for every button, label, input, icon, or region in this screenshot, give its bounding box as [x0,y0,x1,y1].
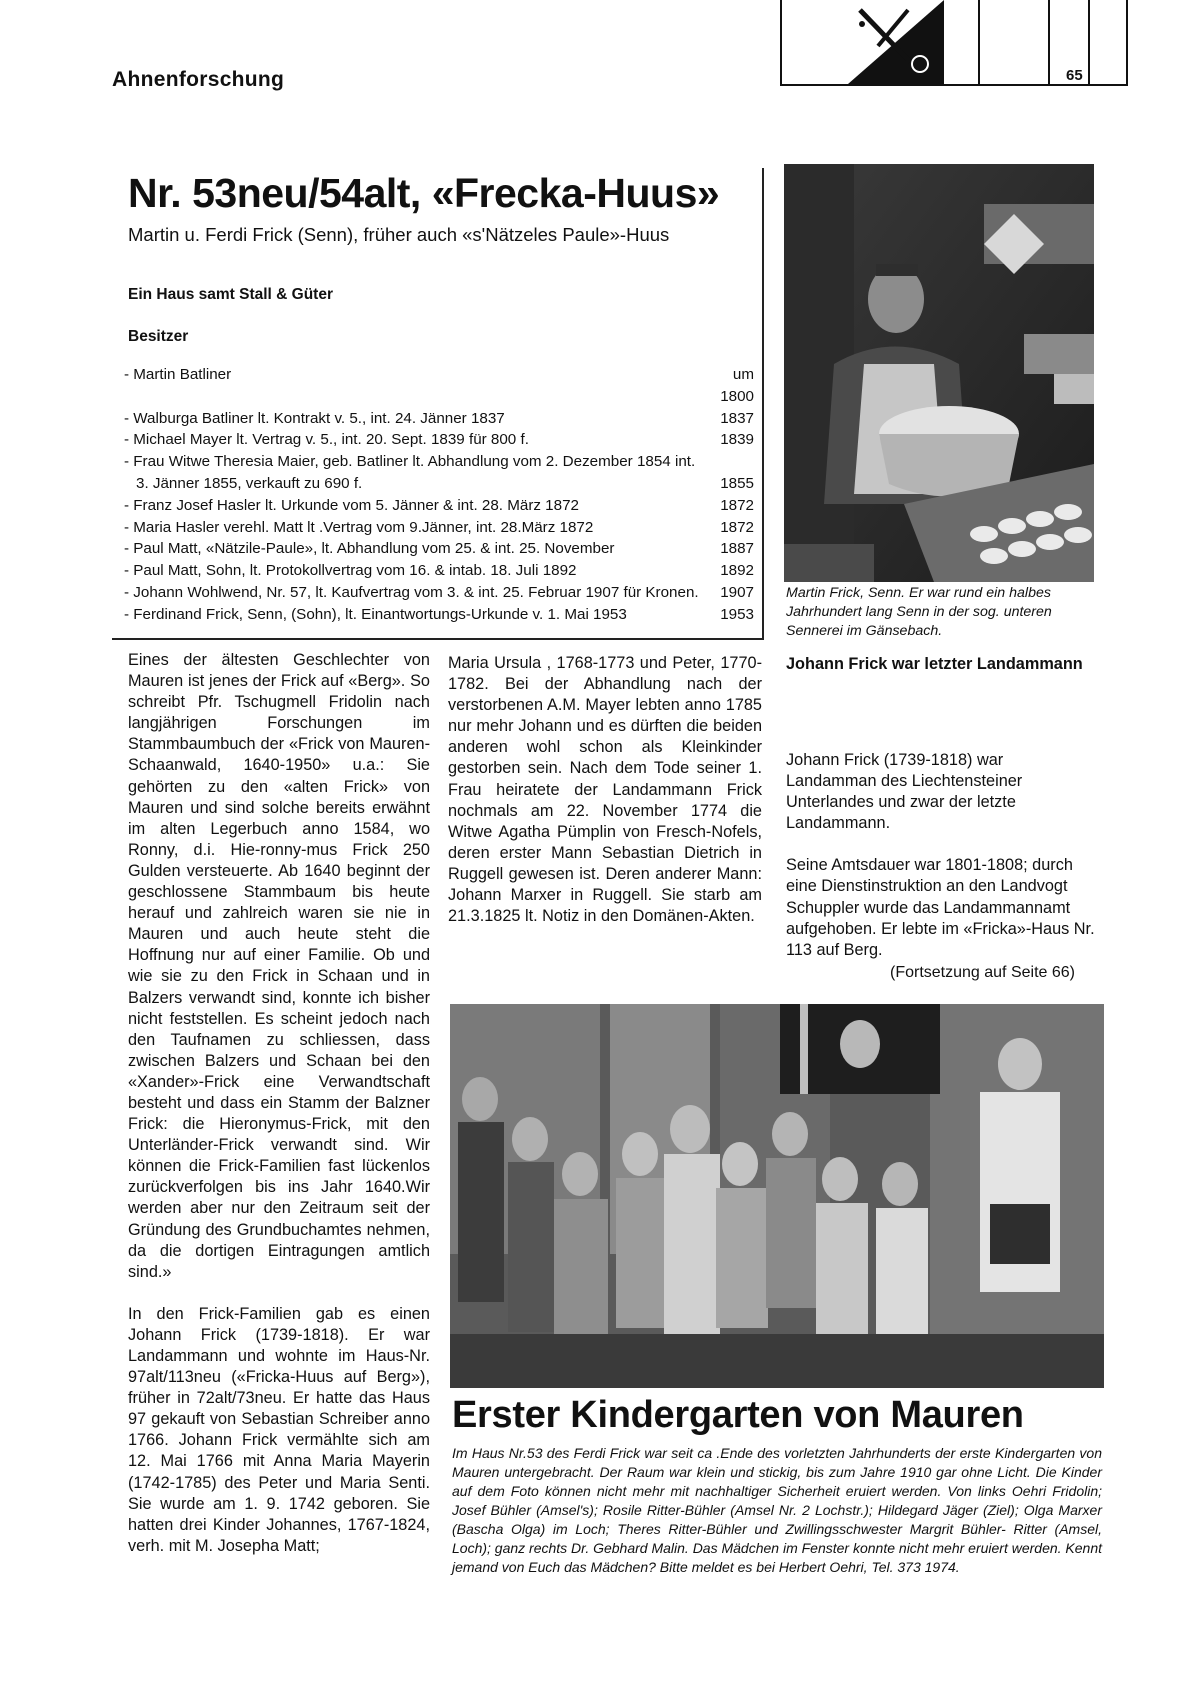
owner-row [124,604,754,626]
paragraph: Seine Amtsdauer war 1801-1808; durch eine Dienstinstruktion an den Landvogt Schuppler wurde das Landammannamt aufgehoben. Er lebte im «Fricka»-Haus Nr. 113 auf Berg. [786,856,1095,959]
owner-row [124,429,754,451]
continued-note: (Fortsetzung auf Seite 66) [890,964,1075,981]
photo-senn-caption: Martin Frick, Senn. Er war rund ein halbes Jahrhundert lang Senn in der sog. unteren Sennerei im Gänsebach. [786,585,1052,639]
owner-year: 1887 [720,540,754,558]
owner-text: - Ferdinand Frick, Senn, (Sohn), lt. Einantwortungs-Urkunde v. 1. Mai 1953 [124,605,627,623]
article-column-2 [448,653,762,927]
owner-row [124,364,754,408]
owner-row [124,538,754,560]
owner-text: - Frau Witwe Theresia Maier, geb. Batliner lt. Abhandlung vom 2. Dezember 1854 int. 3. Jänner 1855, verkauft zu 690 f. [124,453,696,492]
owner-text: - Michael Mayer lt. Vertrag v. 5., int. 20. Sept. 1839 für 800 f. [124,431,529,449]
owner-text: - Paul Matt, Sohn, lt. Protokollvertrag vom 16. & intab. 18. Juli 1892 [124,562,577,580]
title-box [112,168,764,640]
paragraph: Eines der ältesten Geschlechter von Mauren ist jenes der Frick auf «Berg». So schreibt Pfr. Tschugmell Fridolin nach langjährigen Forschungen im Stammbaumbuch der «Frick von Mauren-Schaanwald, 1640-1950» u.a.: Sie gehörten zu den «alten Frick» von Mauren und sind solche bereits erwähnt im alten Legerbuch anno 1584, wo Ronny, d.i. Hie-ronny-mus Frick 250 Gulden versteuerte. Ab 1640 beginnt der geschlossene Stammbaum bis heute herauf und zahlreich waren sie nie in Mauren und auch heute steht die Hoffnung nur auf einer Familie. Ob und wie sie zu den Frick in Schaan und in Balzers verwandt sind, konnte ich bisher nicht feststellen. Es scheint jedoch nach den Taufnamen zu schliessen, dass zwischen Balzers und Schaan bei den «Xander»-Frick eine Verwandtschaft besteht und dass ein Stamm der Balzner Frick: die Hieronymus-Frick, mit den Unterländer-Frick verwandt sind. Wir können die Frick-Familien fast lückenlos zurückverfolgen bis ins Jahr 1640.Wir werden aber nur den Zeitraum seit der Gründung des Grundbuchamtes nehmen, da die dortigen Eintragungen amtlich sind.» [128,651,430,1281]
kindergarten-title: Erster Kindergarten von Mauren [452,1394,1024,1436]
owner-text: - Paul Matt, «Nätzile-Paule», lt. Abhandlung vom 25. & int. 25. November [124,540,615,558]
owner-year: 1837 [720,409,754,427]
house-description: Ein Haus samt Stall & Güter [128,286,333,303]
owner-year: 1872 [720,518,754,536]
kindergarten-caption: Im Haus Nr.53 des Ferdi Frick war seit ca .Ende des vorletzten Jahrhunderts der erste Kindergarten von Mauren untergebracht. Der Raum war klein und stickig, bis zum Jahre 1910 gar ohne Licht. Die Kinder auf dem Foto können nicht mehr mit nachhaltiger Sicherheit eruiert werden. Von links Oehri Fridolin; Josef Bühler (Amsel's); Rosile Ritter-Bühler (Amsel Nr. 2 Lochstr.); Hildegard Jäger (Ziel); Olga Marxer (Bascha Olga) im Loch; Theres Ritter-Bühler und Zwillingsschwester Margrit Bühler- Ritter (Amsel, Loch); ganz rechts Dr. Gebhard Malin. Das Mädchen im Fenster konnte nicht mehr eruiert werden. Kennt jemand von Euch das Mädchen? Bitte meldet es bei Herbert Oehri, Tel. 373 1974. [452,1445,1103,1575]
page-number: 65 [1066,67,1083,84]
owner-row [124,495,754,517]
municipal-emblem-icon [848,0,944,84]
photo-senn-with-cheese-tub [784,164,1094,582]
owner-year: 1892 [720,562,754,580]
article-subtitle: Martin u. Ferdi Frick (Senn), früher auch «s'Nätzeles Paule»-Huus [128,224,670,245]
owner-text: - Martin Batliner [124,366,232,383]
section-title: Ahnenforschung [112,68,285,91]
owner-row [124,451,754,495]
owner-year: 1953 [720,605,754,623]
paragraph: Maria Ursula , 1768-1773 und Peter, 1770-1782. Bei der Abhandlung nach der verstorbenen A.M. Mayer lebten anno 1785 nur mehr Johann und es dürften die beiden anderen wohl schon als Kleinkinder gestorben sein. Nach dem Tode seiner 1. Frau heiratete der Landammann Frick nochmals am 22. November 1774 die Witwe Agatha Pümplin von Fresch-Nofels, deren erster Mann Sebastian Dietrich in Ruggell gewesen ist. Deren anderer Mann: Johann Marxer in Ruggell. Sie starb am 21.3.1825 lt. Notiz in den Domänen-Akten. [448,654,762,926]
owner-text: - Franz Josef Hasler lt. Urkunde vom 5. Jänner & int. 28. März 1872 [124,496,579,514]
owner-row [124,582,754,604]
owner-row [124,560,754,582]
owners-list [124,364,754,626]
article-title: Nr. 53neu/54alt, «Frecka-Huus» [128,170,720,216]
owner-year: 1872 [720,496,754,514]
article-column-3 [786,750,1096,961]
owner-row [124,517,754,539]
owner-row [124,408,754,430]
paragraph: Johann Frick (1739-1818) war Landamman des Liechtensteiner Unterlandes und zwar der letzte Landammann. [786,751,1023,833]
owner-text: - Maria Hasler verehl. Matt lt .Vertrag vom 9.Jänner, int. 28.März 1872 [124,518,594,536]
owner-year: 1907 [720,583,754,601]
owner-text: - Johann Wohlwend, Nr. 57, lt. Kaufvertrag vom 3. & int. 25. Februar 1907 für Kronen. [124,583,699,601]
owner-year: 1855 [720,474,754,492]
owners-heading: Besitzer [128,328,189,345]
owner-text: - Walburga Batliner lt. Kontrakt v. 5., int. 24. Jänner 1837 [124,409,505,427]
landammann-subheading: Johann Frick war letzter Landammann [786,655,1083,673]
article-column-1 [128,650,430,1557]
paragraph: In den Frick-Familien gab es einen Johann Frick (1739-1818). Er war Landammann und wohnte im Haus-Nr. 97alt/113neu («Fricka-Huus auf Berg»), früher in 72alt/73neu. Er hatte das Haus 97 gekauft von Sebastian Schreiber anno 1766. Johann Frick vermählte sich am 12. Mai 1766 mit Anna Maria Mayerin (1742-1785) des Peter und Maria Senti. Sie wurde am 1. 9. 1742 geboren. Sie hatten drei Kinder Johannes, 1767-1824, verh. mit M. Josepha Matt; [128,1304,430,1555]
owner-year: um 1800 [720,366,754,405]
owner-year: 1839 [720,431,754,449]
photo-kindergarten-children [450,1004,1104,1388]
